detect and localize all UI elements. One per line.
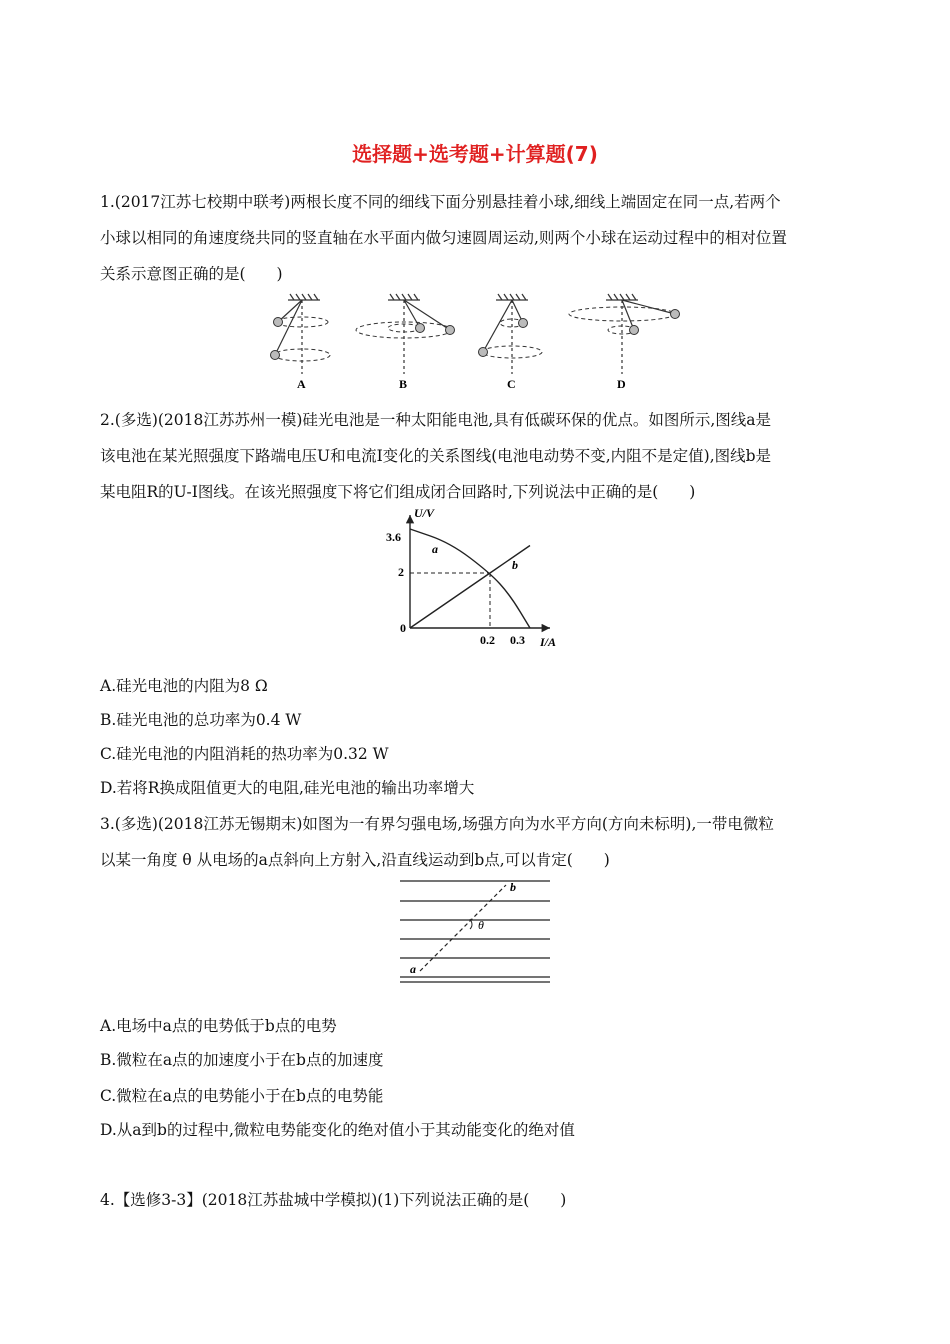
series-a-label: a <box>432 542 438 556</box>
q1-label-C: C <box>507 377 516 391</box>
ui-chart <box>380 503 580 653</box>
point-a-label: a <box>410 962 416 976</box>
q3-option-C: C.微粒在a点的电势能小于在b点的电势能 <box>100 1087 384 1105</box>
q2-option-A: A.硅光电池的内阻为8 Ω <box>100 677 268 695</box>
q3-option-A: A.电场中a点的电势低于b点的电势 <box>100 1017 337 1035</box>
theta-label: θ <box>478 918 484 932</box>
q2-line-3: 某电阻R的U-I图线。在该光照强度下将它们组成闭合回路时,下列说法中正确的是( ) <box>100 483 696 501</box>
q1-figure-D <box>569 294 680 391</box>
q1-line-3: 关系示意图正确的是( ) <box>100 265 283 283</box>
q1-label-B: B <box>399 377 408 391</box>
chart-xtick-0.2: 0.2 <box>480 633 495 647</box>
series-a-curve <box>410 529 530 628</box>
q2-line-2: 该电池在某光照强度下路端电压U和电流I变化的关系图线(电池电动势不变,内阻不是定值),图线b是 <box>100 447 772 465</box>
q2-option-D: D.若将R换成阻值更大的电阻,硅光电池的输出功率增大 <box>100 779 475 797</box>
q3-option-D: D.从a到b的过程中,微粒电势能变化的绝对值小于其动能变化的绝对值 <box>100 1121 575 1139</box>
chart-ytick-2: 2 <box>398 565 404 579</box>
q1-figure-C <box>479 294 543 391</box>
chart-y-label: U/V <box>414 506 435 520</box>
series-b-label: b <box>512 558 518 572</box>
page-title: 选择题+选考题+计算题(7) <box>352 142 598 166</box>
q1-figure-A <box>271 294 331 391</box>
chart-origin: 0 <box>400 621 406 635</box>
q2-option-C: C.硅光电池的内阻消耗的热功率为0.32 W <box>100 745 389 763</box>
q1-line-1: 1.(2017江苏七校期中联考)两根长度不同的细线下面分别悬挂着小球,细线上端固定在同一点,若两个 <box>100 193 781 211</box>
q3-field-figure <box>398 877 558 987</box>
chart-x-label: I/A <box>540 635 557 649</box>
chart-xtick-0.3: 0.3 <box>510 633 525 647</box>
point-b-label: b <box>510 880 516 894</box>
q4-line-1: 4.【选修3-3】(2018江苏盐城中学模拟)(1)下列说法正确的是( ) <box>100 1191 567 1209</box>
q1-figure-B <box>356 294 455 391</box>
q1-label-D: D <box>617 377 626 391</box>
q3-line-2: 以某一角度 θ 从电场的a点斜向上方射入,沿直线运动到b点,可以肯定( ) <box>100 851 610 869</box>
q2-option-B: B.硅光电池的总功率为0.4 W <box>100 711 302 729</box>
q2-line-1: 2.(多选)(2018江苏苏州一模)硅光电池是一种太阳能电池,具有低碳环保的优点。如图所示,图线a是 <box>100 411 772 429</box>
q1-label-A: A <box>297 377 306 391</box>
q1-line-2: 小球以相同的角速度绕共同的竖直轴在水平面内做匀速圆周运动,则两个小球在运动过程中的相对位置 <box>100 229 787 247</box>
q1-figure <box>230 292 950 392</box>
q3-option-B: B.微粒在a点的加速度小于在b点的加速度 <box>100 1051 384 1069</box>
chart-ytick-3.6: 3.6 <box>386 530 401 544</box>
q3-line-1: 3.(多选)(2018江苏无锡期末)如图为一有界匀强电场,场强方向为水平方向(方向未标明),一带电微粒 <box>100 815 774 833</box>
